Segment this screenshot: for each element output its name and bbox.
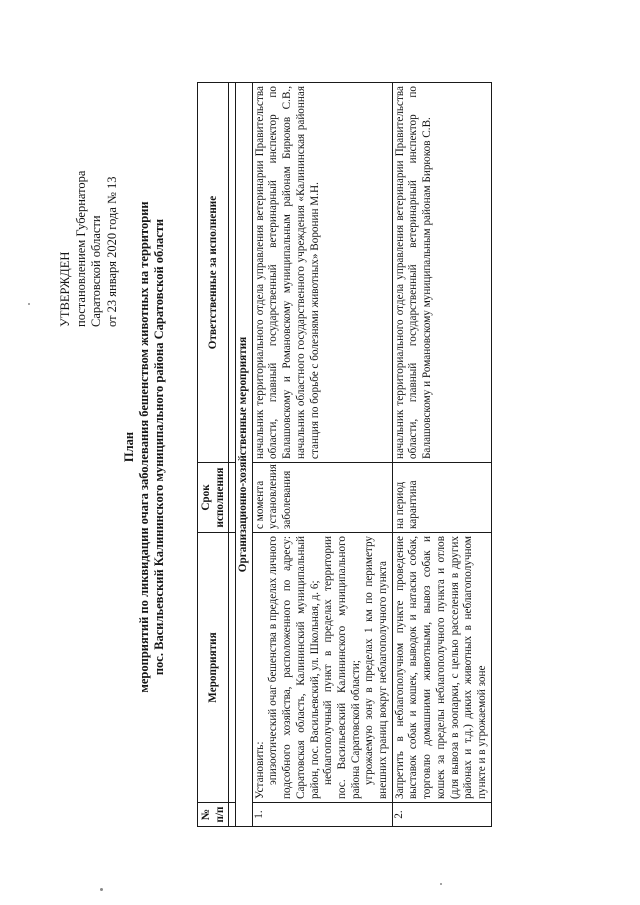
- row-number: 2.: [392, 803, 491, 827]
- plan-title-line: мероприятий по ликвидации очага заболевания бешенством животных на территории: [137, 201, 151, 693]
- plan-heading: План: [122, 431, 136, 463]
- measure-paragraph: эпизоотический очаг бешенства в пределах личного подсобного хозяйства, расположенного по адресу: Саратовская область, Калининский муниципальный район, пос. Васильевский, ул. Школьная, д. 6;: [267, 536, 321, 799]
- responsible-cell: начальник территориального отдела управления ветеринарии Правительства области, главный государственный ветеринарный инспектор по Балашовскому и Романовскому муниципальным районам Бирюков С.В., начальник областного государственного учреждения «Калининская районная станция по борьбе с болезнями животных» Воронин М.Н.: [252, 83, 392, 463]
- approval-stamp: [58, 171, 120, 327]
- measures-cell: [392, 533, 491, 803]
- scan-speck: [440, 883, 442, 885]
- header-responsible: Ответственные за исполнение: [198, 83, 229, 463]
- table-cell: [229, 533, 236, 803]
- measures-cell: [252, 533, 392, 803]
- responsible-cell: начальник территориального отдела управления ветеринарии Правительства области, главный государственный ветеринарный инспектор по Балашовскому и Романовскому муниципальным районам Бирюков С.В.: [392, 83, 491, 463]
- term-cell: с момента установления заболевания: [252, 463, 392, 533]
- approval-line: постановлением Губернатора: [73, 170, 88, 327]
- header-term: Срок исполнения: [198, 463, 229, 533]
- measure-paragraph: угрожаемую зону в пределах 1 км по периметру внешних границ вокруг неблагополучного пункта: [363, 536, 390, 799]
- term-cell: на период карантина: [392, 463, 491, 533]
- measure-paragraph: Установить:: [253, 741, 266, 799]
- table-cell: [229, 83, 236, 463]
- table-cell: [229, 463, 236, 533]
- header-num: № п/п: [198, 803, 229, 827]
- table-cell: [229, 803, 236, 827]
- header-measures: Мероприятия: [198, 533, 229, 803]
- section-row: [236, 83, 253, 827]
- measure-paragraph: Запретить в неблагополучном пункте проведение выставок собак и кошек, выводок и натаски собак, торговлю домашними животными, вывоз собак и кошек за пределы неблагополучного пункта и отлов (для вывоза в зоопарки, с целью расселения в других районах и т.д.) диких животных в неблагополучном пункте и в угрожаемой зоне: [393, 536, 488, 799]
- section-title: Организационно-хозяйственные мероприятия: [236, 83, 253, 827]
- approval-line: от 23 января 2020 года № 13: [104, 176, 119, 327]
- table-row: [392, 83, 491, 827]
- scan-speck: [28, 303, 30, 305]
- approval-line: УТВЕРЖДЕН: [58, 251, 72, 327]
- plan-title-line: пос. Васильевский Калининского муниципального района Саратовской области: [152, 218, 166, 676]
- column-number-row: [229, 83, 236, 827]
- row-number: 1.: [252, 803, 392, 827]
- table-header-row: [198, 83, 229, 827]
- scan-speck: [100, 888, 103, 891]
- measure-paragraph: неблагополучный пункт в пределах территории пос. Васильевский Калининского муниципального района Саратовской области;: [322, 536, 362, 799]
- measures-table: [197, 82, 492, 827]
- approval-line: Саратовской области: [89, 215, 103, 327]
- plan-title: [122, 67, 167, 827]
- table-row: [252, 83, 392, 827]
